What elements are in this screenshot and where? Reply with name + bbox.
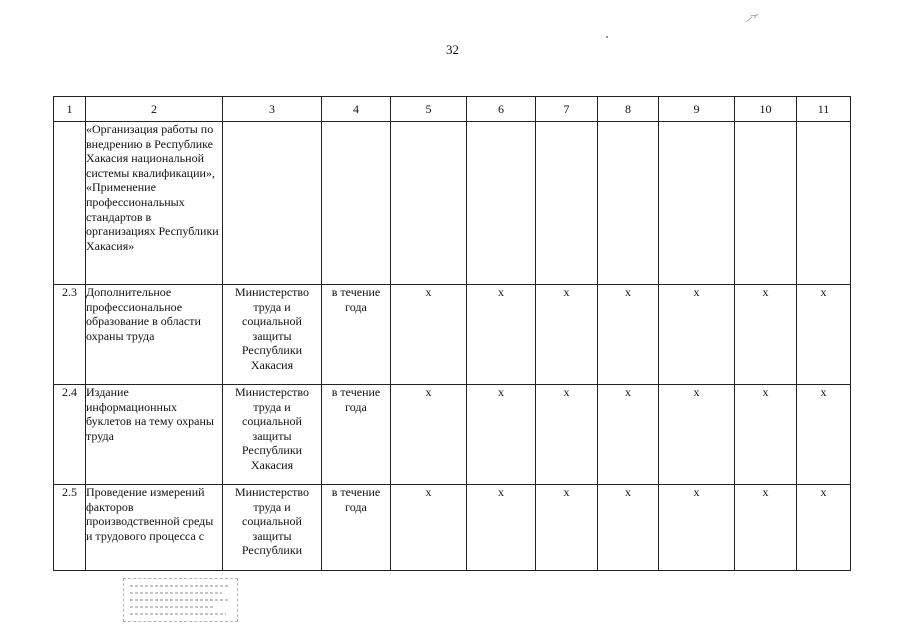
row-number: 2.5 bbox=[54, 485, 86, 571]
mark-cell bbox=[797, 122, 851, 285]
stamp-line bbox=[130, 585, 228, 587]
page-number: 32 bbox=[446, 42, 459, 57]
responsible-body: Министерство труда и социальной защиты Республики bbox=[223, 485, 322, 571]
row-number bbox=[54, 122, 86, 285]
mark-cell: х bbox=[467, 485, 536, 571]
activity-name: «Организация работы по внедрению в Республике Хакасия национальной системы квалификации», «Применение профессиональных стандартов в организациях Республики Хакасия» bbox=[86, 122, 223, 285]
mark-cell: х bbox=[391, 385, 467, 485]
mark-cell bbox=[391, 122, 467, 285]
activity-name: Издание информационных буклетов на тему охраны труда bbox=[86, 385, 223, 485]
stamp-line bbox=[130, 613, 226, 615]
term: в течение года bbox=[322, 485, 391, 571]
responsible-body: Министерство труда и социальной защиты Республики Хакасия bbox=[223, 385, 322, 485]
mark-cell: х bbox=[735, 485, 797, 571]
pen-mark-icon bbox=[745, 10, 759, 20]
mark-cell: х bbox=[598, 385, 659, 485]
mark-cell bbox=[735, 122, 797, 285]
mark-cell: х bbox=[467, 385, 536, 485]
mark-cell: х bbox=[735, 285, 797, 385]
activity-name: Дополнительное профессиональное образование в области охраны труда bbox=[86, 285, 223, 385]
mark-cell bbox=[467, 122, 536, 285]
table-row bbox=[54, 485, 851, 571]
mark-cell: х bbox=[659, 485, 735, 571]
stamp-line bbox=[130, 592, 222, 594]
responsible-body: Министерство труда и социальной защиты Республики Хакасия bbox=[223, 285, 322, 385]
term: в течение года bbox=[322, 385, 391, 485]
column-header: 9 bbox=[659, 97, 735, 122]
mark-cell: х bbox=[467, 285, 536, 385]
mark-cell: х bbox=[797, 285, 851, 385]
mark-cell: х bbox=[391, 485, 467, 571]
table-row bbox=[54, 285, 851, 385]
term: в течение года bbox=[322, 285, 391, 385]
mark-cell bbox=[598, 122, 659, 285]
faded-stamp bbox=[123, 578, 238, 622]
table-row bbox=[54, 385, 851, 485]
mark-cell: х bbox=[659, 285, 735, 385]
mark-cell: х bbox=[659, 385, 735, 485]
column-header: 4 bbox=[322, 97, 391, 122]
stamp-line bbox=[130, 606, 214, 608]
column-header: 8 bbox=[598, 97, 659, 122]
mark-cell: х bbox=[536, 285, 598, 385]
column-header: 11 bbox=[797, 97, 851, 122]
row-number: 2.4 bbox=[54, 385, 86, 485]
table-header-row bbox=[54, 97, 851, 122]
activity-name: Проведение измерений факторов производственной среды и трудового процесса с bbox=[86, 485, 223, 571]
activity-plan-table bbox=[53, 96, 851, 571]
mark-cell: х bbox=[536, 385, 598, 485]
scan-speck bbox=[606, 36, 608, 38]
term bbox=[322, 122, 391, 285]
column-header: 5 bbox=[391, 97, 467, 122]
mark-cell: х bbox=[598, 285, 659, 385]
mark-cell: х bbox=[391, 285, 467, 385]
mark-cell: х bbox=[797, 485, 851, 571]
table-row bbox=[54, 122, 851, 285]
row-number: 2.3 bbox=[54, 285, 86, 385]
column-header: 6 bbox=[467, 97, 536, 122]
mark-cell bbox=[536, 122, 598, 285]
responsible-body bbox=[223, 122, 322, 285]
column-header: 2 bbox=[86, 97, 223, 122]
column-header: 3 bbox=[223, 97, 322, 122]
mark-cell bbox=[659, 122, 735, 285]
mark-cell: х bbox=[598, 485, 659, 571]
mark-cell: х bbox=[797, 385, 851, 485]
column-header: 1 bbox=[54, 97, 86, 122]
column-header: 7 bbox=[536, 97, 598, 122]
mark-cell: х bbox=[735, 385, 797, 485]
mark-cell: х bbox=[536, 485, 598, 571]
stamp-line bbox=[130, 599, 230, 601]
column-header: 10 bbox=[735, 97, 797, 122]
